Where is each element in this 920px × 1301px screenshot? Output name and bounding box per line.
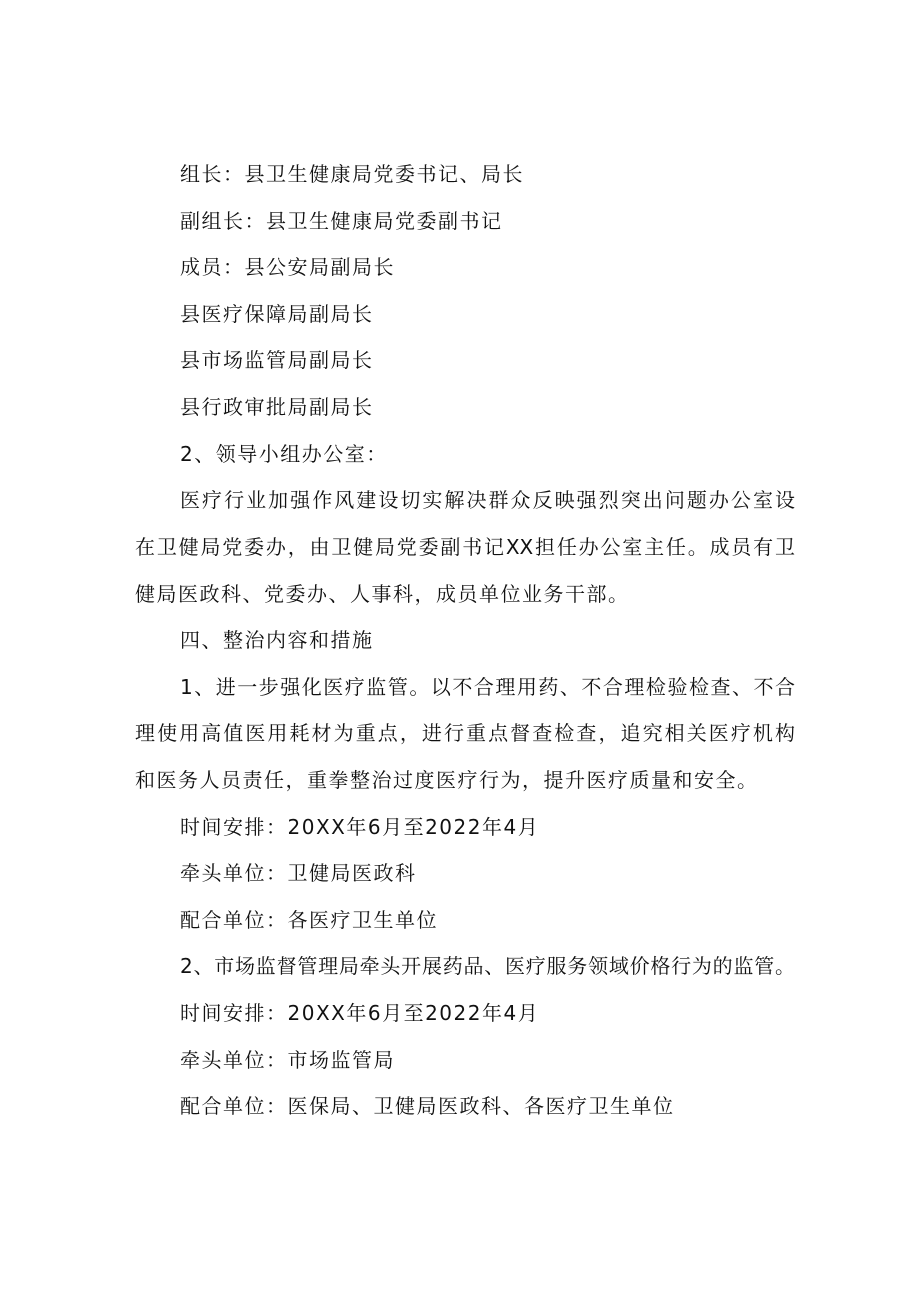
section-heading: 2、领导小组办公室： [180,442,388,466]
text-line: 副组长：县卫生健康局党委副书记 [180,209,503,233]
paragraph-line: 1、进一步强化医疗监管。以不合理用药、不合理检验检查、不合 [180,675,795,699]
paragraph-line: 健局医政科、党委办、人事科，成员单位业务干部。 [135,582,630,606]
text-line: 县市场监管局副局长 [180,348,374,372]
text-line: 配合单位：医保局、卫健局医政科、各医疗卫生单位 [180,1094,675,1118]
text-line: 成员：县公安局副局长 [180,255,395,279]
text-line: 组长：县卫生健康局党委书记、局长 [180,162,524,186]
section-heading: 四、整治内容和措施 [180,628,374,652]
paragraph-line: 在卫健局党委办，由卫健局党委副书记XX担任办公室主任。成员有卫 [135,535,795,559]
text-line: 县医疗保障局副局长 [180,302,374,326]
text-line: 时间安排：20XX年6月至2022年4月 [180,1001,540,1025]
paragraph-line: 理使用高值医用耗材为重点，进行重点督查检查，追究相关医疗机构 [135,721,795,745]
text-line: 牵头单位：市场监管局 [180,1048,395,1072]
paragraph-line: 和医务人员责任，重拳整治过度医疗行为，提升医疗质量和安全。 [135,768,759,792]
text-line: 时间安排：20XX年6月至2022年4月 [180,815,540,839]
text-line: 牵头单位：卫健局医政科 [180,861,417,885]
paragraph-line: 2、市场监督管理局牵头开展药品、医疗服务领域价格行为的监管。 [180,954,795,978]
text-line: 配合单位：各医疗卫生单位 [180,908,438,932]
paragraph-line: 医疗行业加强作风建设切实解决群众反映强烈突出问题办公室设 [180,488,795,512]
text-line: 县行政审批局副局长 [180,395,374,419]
